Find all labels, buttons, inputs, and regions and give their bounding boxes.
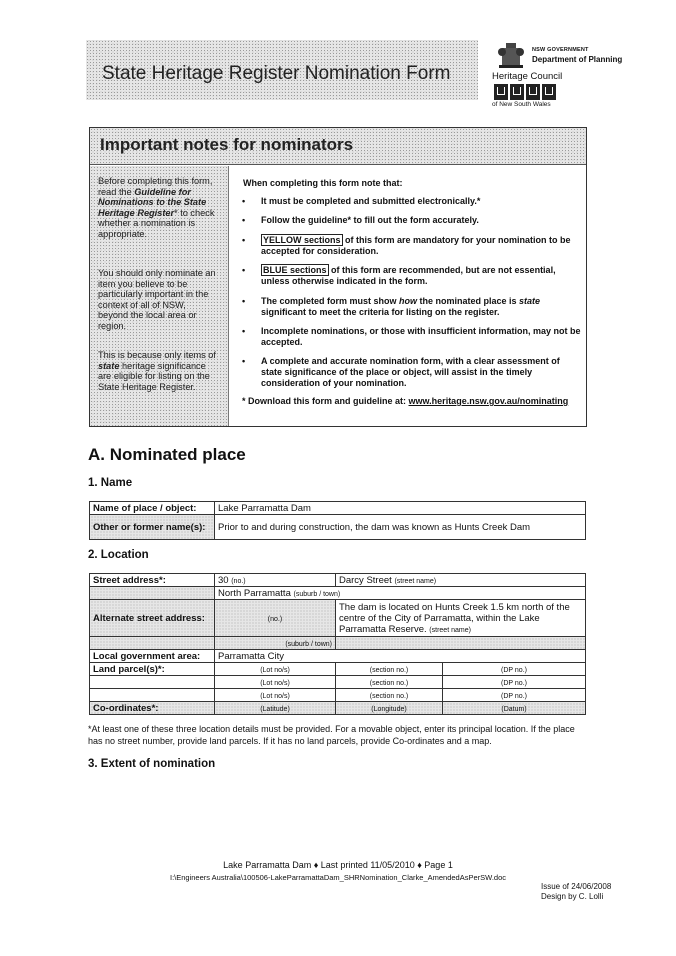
design-credit: Design by C. Lolli bbox=[541, 892, 604, 901]
lot-field[interactable]: (Lot no/s) bbox=[215, 663, 336, 676]
bullet-glyph: • bbox=[242, 196, 246, 206]
dp-field[interactable]: (DP no.) bbox=[443, 663, 586, 676]
alt-suburb-field[interactable]: (suburb / town) bbox=[215, 637, 336, 650]
yellow-sections-label: YELLOW sections bbox=[263, 235, 341, 245]
street-no-field[interactable]: 30 (no.) bbox=[215, 574, 336, 587]
alt-no-field[interactable]: (no.) bbox=[215, 600, 336, 637]
location-footnote: *At least one of these three location details must be provided. For a movable object, enter its principal location. If the place has no street number, provide land parcels. If it has no land parcels, provide Co-ordinates and a map. bbox=[88, 724, 575, 746]
street-address-label: Street address*: bbox=[90, 574, 215, 587]
download-note: * Download this form and guideline at: www.heritage.nsw.gov.au/nominating bbox=[242, 396, 569, 406]
sidebar-paragraph: Before completing this form, read the Guideline for Nominations to the State Heritage Register* to check whether a nomination is appropriate. bbox=[98, 176, 215, 239]
bullet-glyph: • bbox=[242, 215, 246, 225]
section-field[interactable]: (section no.) bbox=[336, 689, 443, 702]
dp-field[interactable]: (DP no.) bbox=[443, 689, 586, 702]
bullet-glyph: • bbox=[242, 235, 246, 245]
form-title: State Heritage Register Nomination Form bbox=[102, 63, 451, 84]
sidebar-paragraph: This is because only items of state heritage significance are eligible for listing on the State Heritage Register. bbox=[98, 350, 216, 392]
land-parcel-label: Land parcel(s)*: bbox=[90, 663, 215, 676]
name-field[interactable]: Lake Parramatta Dam bbox=[215, 502, 586, 515]
heritage-council-logo bbox=[494, 84, 556, 100]
alt-address-label: Alternate street address: bbox=[90, 600, 215, 637]
divider bbox=[228, 166, 229, 426]
lot-field[interactable]: (Lot no/s) bbox=[215, 689, 336, 702]
divider bbox=[90, 164, 586, 165]
sidebar-paragraph: You should only nominate an item you believe to be particularly important in the context of all of NSW, beyond the local area or region. bbox=[98, 268, 216, 331]
longitude-field[interactable]: (Longitude) bbox=[336, 702, 443, 715]
section-field[interactable]: (section no.) bbox=[336, 676, 443, 689]
name-label: Name of place / object: bbox=[90, 502, 215, 515]
blue-sections-label: BLUE sections bbox=[263, 265, 327, 275]
location-table bbox=[89, 573, 586, 715]
section-a-title: A. Nominated place bbox=[88, 445, 246, 464]
street-name-field[interactable]: Darcy Street (street name) bbox=[336, 574, 586, 587]
department-label: Department of Planning bbox=[532, 55, 623, 64]
other-names-field[interactable]: Prior to and during construction, the dam was known as Hunts Creek Dam bbox=[215, 515, 586, 540]
other-names-label: Other or former name(s): bbox=[90, 515, 215, 540]
bullet-glyph: • bbox=[242, 296, 246, 306]
alt-street-field[interactable]: The dam is located on Hunts Creek 1.5 km north of the centre of the City of Parramatta, within the Lake Parramatta Reserve. (street name) bbox=[336, 600, 586, 637]
name-table bbox=[89, 501, 586, 540]
issue-date: Issue of 24/06/2008 bbox=[541, 882, 612, 891]
notes-intro: When completing this form note that: bbox=[243, 178, 403, 188]
footer-file-path: I:\Engineers Australia\100506-LakeParramattaDam_SHRNomination_Clarke_AmendedAsPerSW.doc bbox=[169, 873, 506, 882]
lga-field[interactable]: Parramatta City bbox=[215, 650, 586, 663]
location-heading: 2. Location bbox=[88, 549, 149, 561]
name-heading: 1. Name bbox=[88, 477, 133, 489]
download-link[interactable]: www.heritage.nsw.gov.au/nominating bbox=[408, 396, 569, 406]
lga-label: Local government area: bbox=[90, 650, 215, 663]
latitude-field[interactable]: (Latitude) bbox=[215, 702, 336, 715]
dp-field[interactable]: (DP no.) bbox=[443, 676, 586, 689]
bullet-glyph: • bbox=[242, 326, 246, 336]
extent-heading: 3. Extent of nomination bbox=[88, 758, 216, 770]
heritage-council-sublabel: of New South Wales bbox=[492, 101, 551, 108]
datum-field[interactable]: (Datum) bbox=[443, 702, 586, 715]
suburb-field[interactable]: North Parramatta (suburb / town) bbox=[215, 587, 586, 600]
bullet-glyph: • bbox=[242, 265, 246, 275]
notes-title: Important notes for nominators bbox=[100, 135, 354, 154]
nsw-government-label: NSW GOVERNMENT bbox=[532, 47, 589, 53]
nsw-crest-logo bbox=[496, 42, 526, 70]
coordinates-label: Co-ordinates*: bbox=[90, 702, 215, 715]
footer-print-info: Lake Parramatta Dam ♦ Last printed 11/05/2010 ♦ Page 1 bbox=[223, 860, 453, 870]
section-field[interactable]: (section no.) bbox=[336, 663, 443, 676]
lot-field[interactable]: (Lot no/s) bbox=[215, 676, 336, 689]
bullet-glyph: • bbox=[242, 356, 246, 366]
heritage-council-label: Heritage Council bbox=[492, 71, 563, 82]
